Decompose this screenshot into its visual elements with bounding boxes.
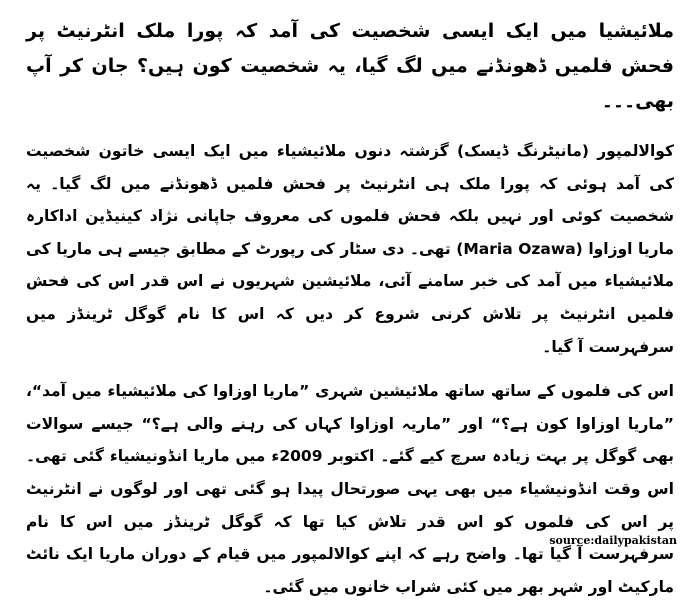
article-body [26, 14, 674, 615]
article-headline: ملائیشیا میں ایک ایسی شخصیت کی آمد کہ پورا ملک انٹرنیٹ پر فحش فلمیں ڈھونڈنے میں لگ گیا، یہ شخصیت کون ہیں؟ جان کر آپ بھی۔۔۔ [26, 20, 674, 112]
article-paragraph-2: اس کی فلموں کے ساتھ ساتھ ملائیشین شہری ”ماریا اوزاوا کی ملائیشیاء میں آمد“، ”ماریا اوزاوا کون ہے؟“ اور ”ماریہ اوزاوا کہاں کی رہنے والی ہے؟“ جیسے سوالات بھی گوگل پر بہت زیادہ سرچ کیے گئے۔ اکتوبر 2009ء میں ماریا انڈونیشیاء گئی تھی۔ اس وقت انڈونیشیاء میں بھی یہی صورتحال پیدا ہو گئی تھی اور لوگوں نے انٹرنیٹ پر اس کی فلموں کو اس قدر تلاش کیا تھا کہ گوگل ٹرینڈز میں اس کا نام سرفہرست آ گیا تھا۔ واضح رہے کہ اپنے کوالالمپور میں قیام کے دوران ماریا ایک نائٹ مارکیٹ اور شہر بھر میں کئی شراب خانوں میں گئی۔ [26, 382, 674, 596]
source-credit: source:dailypakistan [549, 534, 677, 547]
article-paragraph-1: کوالالمپور (مانیٹرنگ ڈیسک) گزشتہ دنوں ملائیشیاء میں ایک ایسی خاتون شخصیت کی آمد ہوئی کہ پورا ملک ہی انٹرنیٹ پر فحش فلمیں ڈھونڈنے میں لگ گیا۔ یہ شخصیت کوئی اور نہیں بلکہ فحش فلموں کی معروف جاپانی نژاد کینیڈین اداکارہ ماریا اوزاوا (Maria Ozawa) تھی۔ دی سٹار کی رپورٹ کے مطابق جیسے ہی ماریا کی ملائیشیاء میں آمد کی خبر سامنے آئی، ملائیشین شہریوں نے اس قدر اس کی فحش فلمیں انٹرنیٹ پر تلاش کرنی شروع کر دیں کہ اس کا نام گوگل ٹرینڈز میں سرفہرست آ گیا۔ [26, 142, 674, 356]
